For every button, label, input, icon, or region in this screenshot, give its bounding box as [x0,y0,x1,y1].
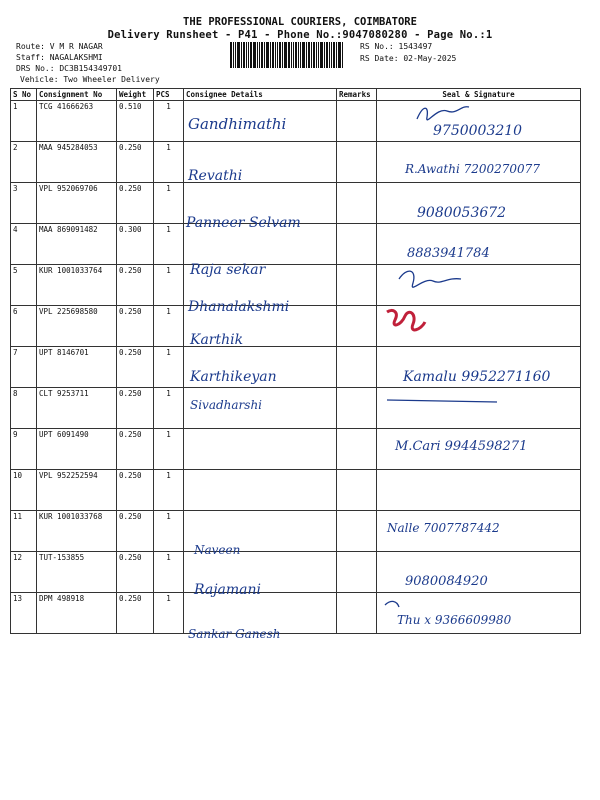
signature-handwriting: Kamalu 9952271160 [403,369,551,385]
company-title: THE PROFESSIONAL COURIERS, COIMBATORE [183,16,417,28]
row-weight: 0.250 [117,552,154,593]
row-signature [377,265,581,306]
row-sno: 9 [11,429,37,470]
row-remarks [337,552,377,593]
row-remarks [337,593,377,634]
signature-handwriting: M.Cari 9944598271 [395,439,528,454]
consignee-handwriting: Sivadharshi [190,398,263,412]
row-signature [377,224,581,265]
signature-handwriting: 9080053672 [417,205,507,221]
row-signature [377,552,581,593]
consignee-handwriting: Naveen [194,543,241,557]
row-sno: 10 [11,470,37,511]
row-consignee [184,142,337,183]
row-consignment: MAA 945284053 [37,142,117,183]
row-consignment: KUR 1001033764 [37,265,117,306]
row-consignment: VPL 952252594 [37,470,117,511]
col-header: Consignee Details [184,89,337,101]
row-sno: 1 [11,101,37,142]
row-signature [377,511,581,552]
runsheet-table [10,88,581,641]
row-weight: 0.250 [117,593,154,634]
signature-scribble-icon [377,101,577,141]
row-pcs: 1 [154,306,184,347]
row-signature [377,183,581,224]
row-weight: 0.250 [117,388,154,429]
drs-text: DRS No.: DC3B154349701 [16,64,122,73]
row-remarks [337,429,377,470]
row-pcs: 1 [154,511,184,552]
row-signature [377,142,581,183]
row-remarks [337,101,377,142]
row-pcs: 1 [154,429,184,470]
row-sno: 3 [11,183,37,224]
route-text: Route: V M R NAGAR [16,42,103,51]
signature-scribble-icon [377,593,577,633]
row-weight: 0.250 [117,142,154,183]
row-consignment: TUT-153855 [37,552,117,593]
row-consignee [184,429,337,470]
row-consignment: UPT 6091490 [37,429,117,470]
row-pcs: 1 [154,388,184,429]
row-pcs: 1 [154,593,184,634]
table-row [11,429,581,470]
row-consignee [184,552,337,598]
table-row [11,552,581,593]
signature-handwriting: R.Awathi 7200270077 [405,162,540,176]
row-weight: 0.250 [117,511,154,552]
row-weight: 0.250 [117,347,154,388]
row-pcs: 1 [154,183,184,224]
consignee-handwriting: Karthikeyan [190,369,277,385]
consignee-handwriting: Gandhimathi [188,115,287,133]
row-remarks [337,388,377,429]
table-row [11,593,581,634]
row-pcs: 1 [154,347,184,388]
row-sno: 12 [11,552,37,593]
row-weight: 0.300 [117,224,154,265]
row-consignment: CLT 9253711 [37,388,117,429]
col-header: Weight [117,89,154,101]
vehicle-text: Vehicle: Two Wheeler Delivery [20,75,160,84]
table-row [11,470,581,511]
row-signature [377,388,581,429]
row-weight: 0.250 [117,265,154,306]
row-remarks [337,470,377,511]
signature-scribble-icon [377,306,577,346]
table-header-row [11,89,581,101]
row-consignment: UPT 8146701 [37,347,117,388]
row-signature [377,101,581,142]
row-remarks [337,142,377,183]
row-weight: 0.250 [117,183,154,224]
row-consignment: KUR 1001033768 [37,511,117,552]
table-row [11,183,581,224]
row-weight: 0.510 [117,101,154,142]
consignee-handwriting: Dhanalakshmi [188,299,290,315]
consignee-handwriting: Revathi [188,168,243,184]
row-sno: 2 [11,142,37,183]
row-sno: 13 [11,593,37,634]
row-consignee [184,593,337,641]
consignee-handwriting: Raja sekar [190,262,266,278]
signature-handwriting: 9750003210 [433,123,523,139]
row-sno: 8 [11,388,37,429]
row-pcs: 1 [154,265,184,306]
consignee-handwriting: Rajamani [194,582,262,598]
signature-handwriting: 9080084920 [405,574,488,589]
runsheet-subtitle: Delivery Runsheet - P41 - Phone No.:9047080280 - Page No.:1 [107,29,493,41]
row-signature [377,429,581,470]
row-consignee [184,347,337,388]
row-consignee [184,265,337,315]
row-sno: 4 [11,224,37,265]
signature-handwriting: Nalle 7007787442 [387,521,500,535]
table-row [11,142,581,183]
row-signature [377,347,581,388]
col-header: PCS [154,89,184,101]
row-weight: 0.250 [117,429,154,470]
row-sno: 11 [11,511,37,552]
rs-date: RS Date: 02-May-2025 [360,54,457,63]
row-consignee [184,388,337,429]
row-remarks [337,347,377,388]
col-header: Seal & Signature [377,89,581,101]
row-consignee [184,511,337,557]
row-consignee [184,183,337,231]
table-row [11,306,581,347]
consignee-handwriting: Panneer Selvam [186,215,301,231]
row-remarks [337,511,377,552]
row-remarks [337,183,377,224]
row-pcs: 1 [154,552,184,593]
row-sno: 5 [11,265,37,306]
table-row [11,265,581,306]
row-pcs: 1 [154,224,184,265]
rs-number: RS No.: 1543497 [360,42,433,51]
row-consignment: MAA 869091482 [37,224,117,265]
table-row [11,101,581,142]
row-weight: 0.250 [117,470,154,511]
row-sno: 6 [11,306,37,347]
consignee-handwriting: Sankar Ganesh [188,627,281,641]
row-signature [377,306,581,347]
row-pcs: 1 [154,101,184,142]
row-consignee [184,306,337,347]
row-consignment: VPL 225698580 [37,306,117,347]
staff-text: Staff: NAGALAKSHMI [16,53,103,62]
row-consignment: DPM 498918 [37,593,117,634]
row-remarks [337,306,377,347]
row-pcs: 1 [154,470,184,511]
signature-handwriting: Thu x 9366609980 [397,613,512,627]
col-header: S No [11,89,37,101]
signature-handwriting: 8883941784 [407,246,490,261]
consignee-handwriting: Karthik [190,332,244,348]
row-remarks [337,224,377,265]
table-row [11,224,581,265]
row-consignee [184,470,337,511]
row-remarks [337,265,377,306]
row-pcs: 1 [154,142,184,183]
table-row [11,511,581,552]
row-signature [377,470,581,511]
signature-scribble-icon [377,388,577,428]
barcode-icon [230,42,352,68]
row-weight: 0.250 [117,306,154,347]
row-signature [377,593,581,634]
row-sno: 7 [11,347,37,388]
table-row [11,347,581,388]
row-consignment: VPL 952069706 [37,183,117,224]
row-consignment: TCG 41666263 [37,101,117,142]
table-row [11,388,581,429]
row-consignee [184,224,337,278]
col-header: Consignment No [37,89,117,101]
row-consignee [184,101,337,142]
signature-scribble-icon [377,265,577,305]
col-header: Remarks [337,89,377,101]
